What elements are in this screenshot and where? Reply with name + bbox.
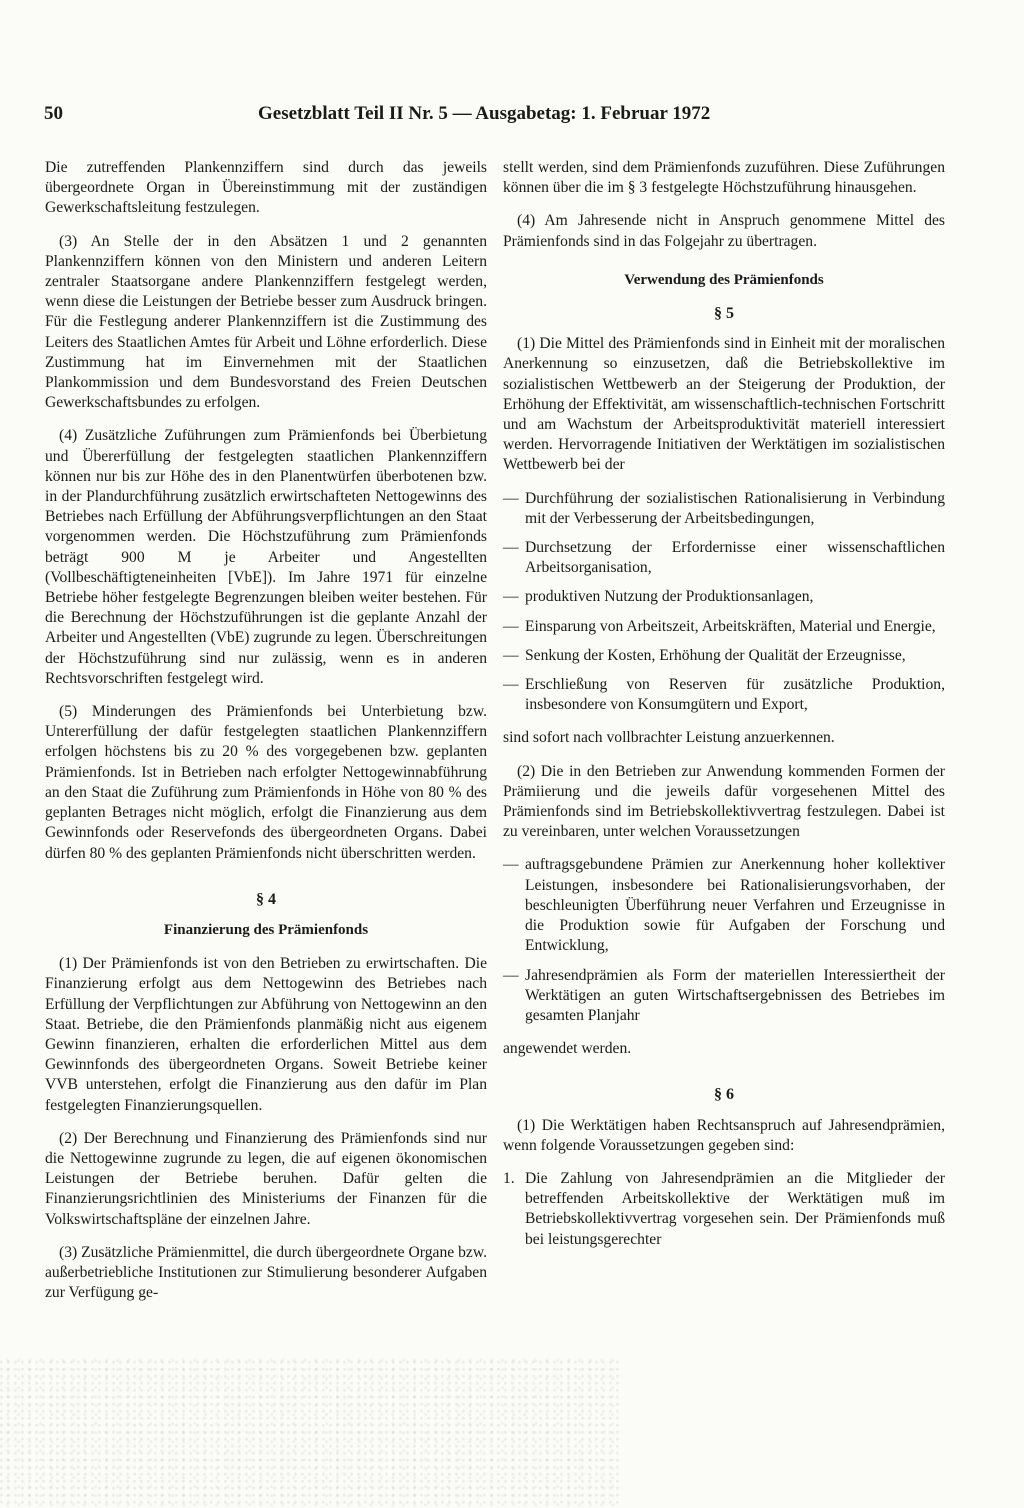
paragraph: (1) Die Mittel des Prämienfonds sind in Einheit mit der moralischen Anerkennung so einzusetzen, daß die Betriebskollektive im sozialistischen Wettbewerb an der Steigerung der Produktion, der Erhöhung der Effektivität, am wissenschaftlich-technischen Fortschritt und am Wachstum der Arbeitsproduktivität materiell interessiert werden. Hervorragende Initiativen der Werktätigen im sozialistischen Wettbewerb bei der <box>503 335 945 474</box>
incentive-list <box>503 489 945 716</box>
scan-noise <box>0 1358 620 1508</box>
paragraph: (3) Zusätzliche Prämienmittel, die durch übergeordnete Organe bzw. außerbetriebliche Institutionen zur Stimulierung besonderer Aufgaben zur Verfügung ge- <box>45 1243 487 1302</box>
paragraph: (4) Zusätzliche Zuführungen zum Prämienfonds bei Überbietung und Übererfüllung der festgelegten staatlichen Plankennziffern können nur bis zur Höhe des in den Planentwürfen überbotenen bzw. in der Plandurchführung zusätzlich erwirtschafteten Nettogewinns des Betriebes nach Erfüllung der Abführungsverpflichtungen an den Staat vorgenommen werden. Die Höchstzuführung zum Prämienfonds beträgt 900 M je Arbeiter und Angestellten (Vollbeschäftigteneinheiten [VbE]). Im Jahre 1971 für einzelne Betriebe höher festgelegte Begrenzungen bleiben weiter bestehen. Für die Berechnung der Höchstzuführungen ist die geplante Anzahl der Arbeiter und Angestellten (VbE) zugrunde zu legen. Überschreitungen der Höchstzuführung sind nur zulässig, wenn es in anderen Rechtsvorschriften festgelegt wird. <box>45 427 487 687</box>
paragraph: angewendet werden. <box>503 1040 632 1058</box>
list-item: — produktiven Nutzung der Produktionsanlagen, <box>503 587 945 607</box>
page-number: 50 <box>44 103 63 124</box>
paragraph: (1) Die Werktätigen haben Rechtsanspruch auf Jahresendprämien, wenn folgende Voraussetzungen gegeben sind: <box>503 1116 945 1154</box>
paragraph: Die zutreffenden Plankennziffern sind durch das jeweils übergeordnete Organ in Übereinstimmung mit der zuständigen Gewerkschaftsleitung festzulegen. <box>45 159 487 217</box>
list-item: — Durchsetzung der Erfordernisse einer wissenschaftlichen Arbeitsorganisation, <box>503 538 945 578</box>
right-column <box>503 158 945 1250</box>
list-item: — Jahresendprämien als Form der materiellen Interessiertheit der Werktätigen an guten Wirtschaftsergebnissen des Betriebes im gesamten Planjahr <box>503 966 945 1027</box>
paragraph: sind sofort nach vollbrachter Leistung anzuerkennen. <box>503 729 835 747</box>
paragraph: (2) Der Berechnung und Finanzierung des Prämienfonds sind nur die Nettogewinne zugrunde zu legen, die auf eigenen ökonomischen Leistungen der Betriebe beruhen. Dafür gelten die Finanzierungsrichtlinien des Ministeriums der Finanzen für die Volkswirtschaftspläne der einzelnen Jahre. <box>45 1129 487 1228</box>
list-item-text: Die Zahlung von Jahresendprämien an die Mitglieder der betreffenden Arbeitskollektive der Werktätigen muß im Betriebskollektivvertrag vorgesehen sein. Der Prämienfonds muß bei leistungsgerechter <box>525 1169 945 1248</box>
list-item: — Einsparung von Arbeitszeit, Arbeitskräften, Material und Energie, <box>503 617 945 637</box>
running-title: Gesetzblatt Teil II Nr. 5 — Ausgabetag: 1. Februar 1972 <box>258 103 711 124</box>
section-heading: Finanzierung des Prämienfonds <box>163 921 369 938</box>
paragraph: (1) Der Prämienfonds ist von den Betrieben zu erwirtschaften. Die Finanzierung erfolgt aus dem Nettogewinn des Betriebes nach Erfüllung der Verpflichtungen zur Abführung von Nettogewinn an den Staat. Betriebe, die den Prämienfonds planmäßig nicht aus eigenem Gewinn finanzieren, erhalten die erforderlichen Mittel aus dem Gewinnfonds des übergeordneten Organs. Soweit Betriebe keiner VVB unterstehen, erfolgt die Finanzierung aus den dafür im Plan festgelegten Finanzierungsquellen. <box>45 955 487 1114</box>
list-item <box>503 1169 945 1250</box>
list-item: — auftragsgebundene Prämien zur Anerkennung hoher kollektiver Leistungen, insbesondere bei Rationalisierungsvorhaben, der beschleunigten Überführung neuer Verfahren und Erzeugnisse in die Produktion sowie für Aufgaben der Forschung und Entwicklung, <box>503 855 945 956</box>
section-number: § 6 <box>714 1086 734 1104</box>
list-item: — Senkung der Kosten, Erhöhung der Qualität der Erzeugnisse, <box>503 646 945 666</box>
numbered-list <box>503 1169 945 1250</box>
page-header <box>44 103 984 129</box>
paragraph: (4) Am Jahresende nicht in Anspruch genommene Mittel des Prämienfonds sind in das Folgejahr zu übertragen. <box>503 212 945 250</box>
paragraph: (5) Minderungen des Prämienfonds bei Unterbietung bzw. Untererfüllung der dafür festgelegten staatlichen Plankennziffern erfolgen höchstens bis zu 20 % des vorgegebenen bzw. geplanten Prämienfonds. Ist in Betrieben nach erfolgter Nettogewinnabführung an den Staat die Zuführung zum Prämienfonds in Höhe von 80 % des geplanten Betrages nicht möglich, erfolgt die Finanzierung aus dem Gewinnfonds oder Reservefonds des übergeordneten Organs. Dabei dürfen 80 % des geplanten Prämienfonds nicht überschritten werden. <box>45 703 487 862</box>
paragraph: (3) An Stelle der in den Absätzen 1 und 2 genannten Plankennziffern können von den Ministern und anderen Leitern zentraler Staatsorgane andere Plankennziffern festgelegt werden, wenn diese die Leistungen der Betriebe besser zum Ausdruck bringen. Für die Festlegung anderer Plankennziffern ist die Zustimmung des Leiters des Staatlichen Amtes für Arbeit und Löhne erforderlich. Diese Zustimmung hat im Einvernehmen mit der Staatlichen Plankommission und dem Bundesvorstand des Freien Deutschen Gewerkschaftsbundes zu erfolgen. <box>45 232 487 412</box>
section-number: § 5 <box>714 305 734 323</box>
section-heading: Verwendung des Prämienfonds <box>624 271 824 288</box>
premium-forms-list <box>503 855 945 1026</box>
section-number: § 4 <box>256 890 276 908</box>
list-item: — Erschließung von Reserven für zusätzliche Produktion, insbesondere von Konsumgütern und Export, <box>503 675 945 715</box>
list-item: — Durchführung der sozialistischen Rationalisierung in Verbindung mit der Verbesserung der Arbeitsbedingungen, <box>503 489 945 529</box>
paragraph: (2) Die in den Betrieben zur Anwendung kommenden Formen der Prämiierung und die jeweils dafür vorgesehenen Mittel des Prämienfonds sind im Betriebskollektivvertrag festzulegen. Dabei ist zu vereinbaren, unter welchen Voraussetzungen <box>503 762 945 841</box>
left-column <box>45 158 487 1316</box>
list-number: 1. <box>503 1169 515 1187</box>
paragraph: stellt werden, sind dem Prämienfonds zuzuführen. Diese Zuführungen können über die im § 3 festgelegte Höchstzuführung hinausgehen. <box>503 159 945 197</box>
